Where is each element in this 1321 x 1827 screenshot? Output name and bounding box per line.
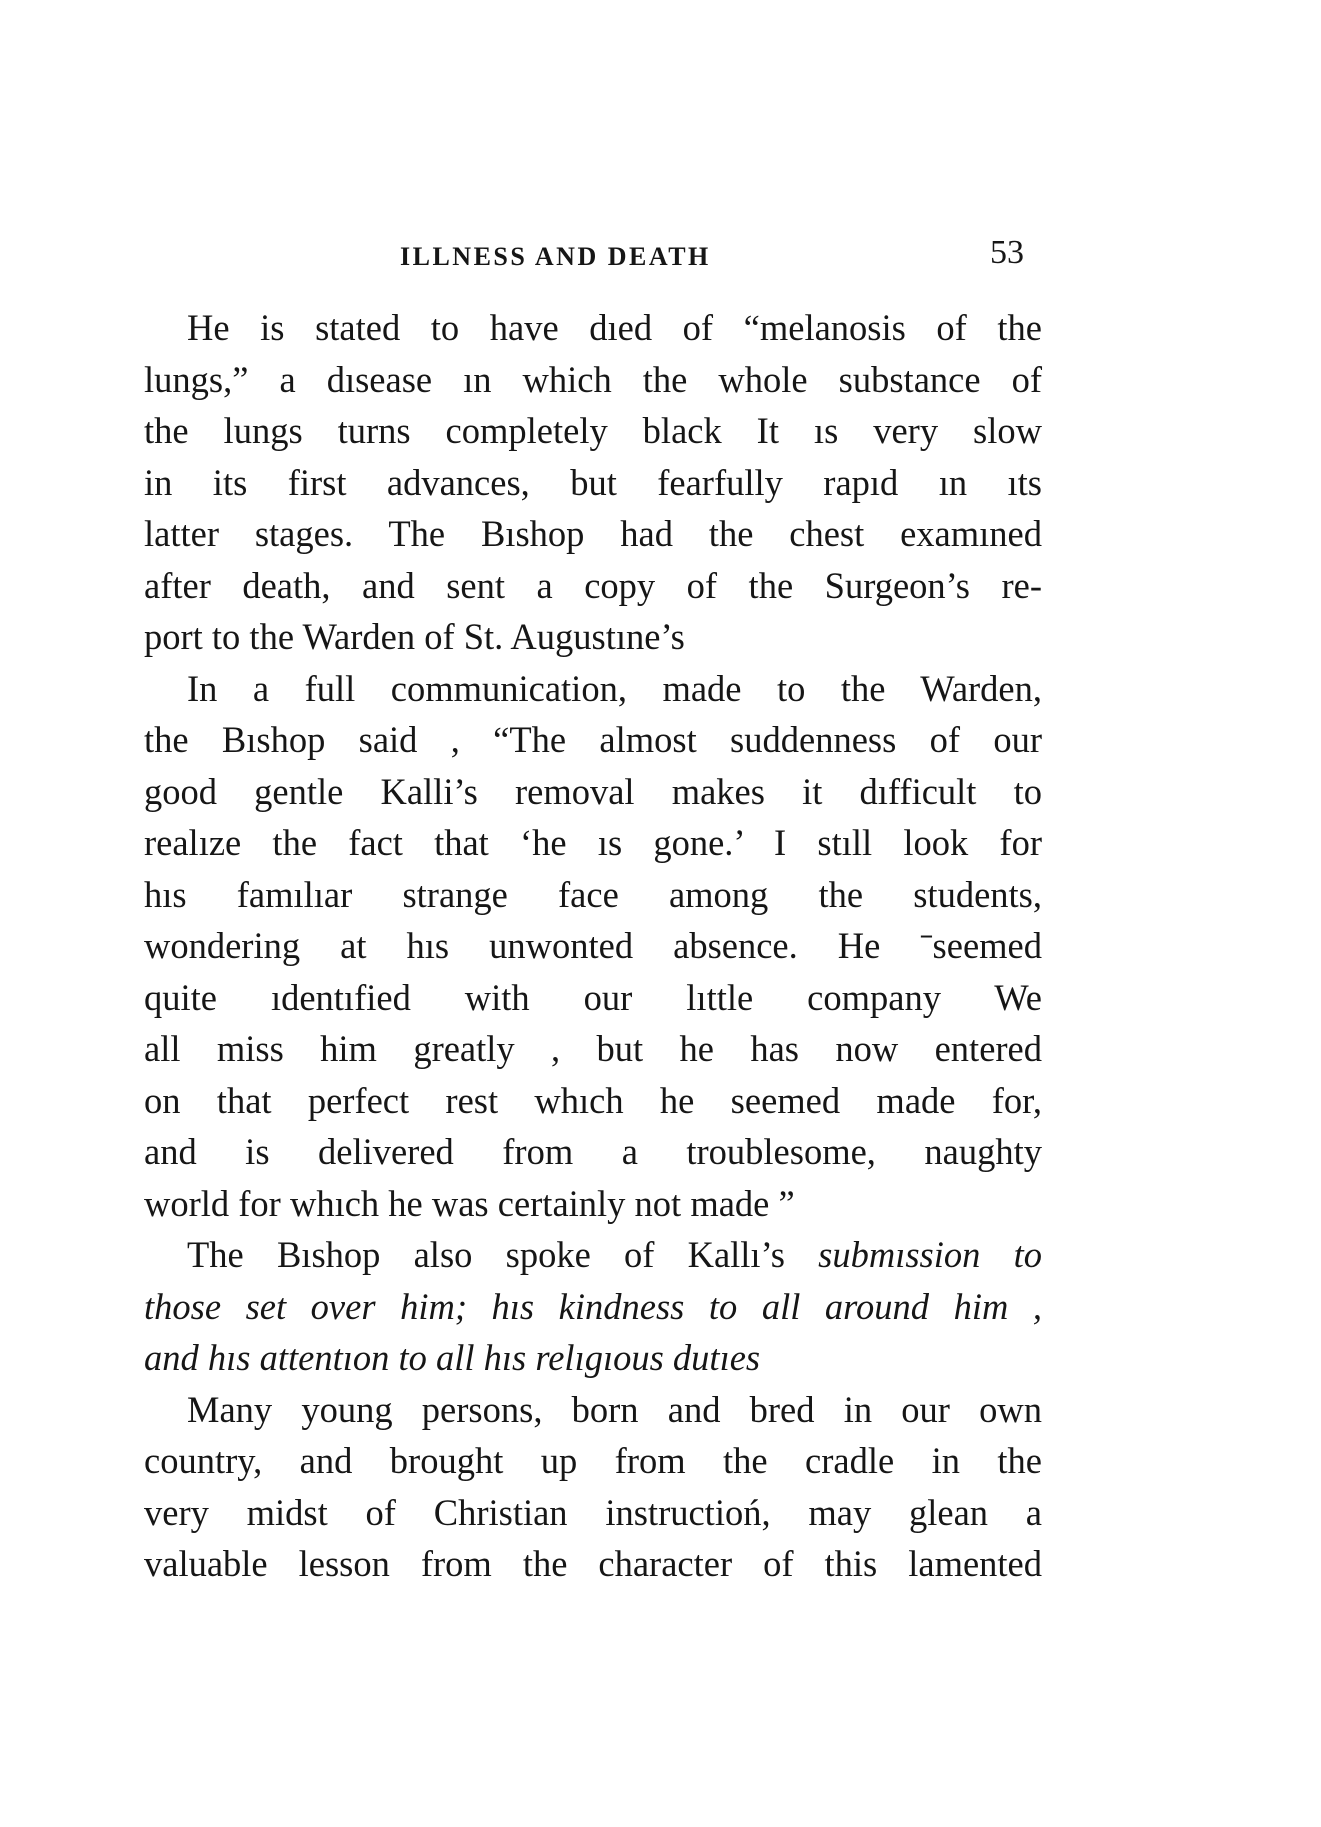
paragraph-3	[144, 1229, 1042, 1384]
italic-text: submıssion to	[818, 1234, 1042, 1275]
text-line: realıze the fact that ‘he ıs gone.’ I stıll look for	[144, 822, 1042, 863]
text-line: hıs famılıar strange face among the students,	[144, 873, 1042, 915]
text-line: world for whıch he was certainly not made ”	[144, 1182, 795, 1224]
text-line: on that perfect rest whıch he seemed made for,	[144, 1079, 1042, 1121]
paragraph-2	[144, 663, 1042, 1230]
text-line: country, and brought up from the cradle in the	[144, 1440, 1042, 1481]
text-line: and is delivered from a troublesome, naughty	[144, 1131, 1042, 1172]
text-line: Many young persons, born and bred in our own	[187, 1388, 1042, 1430]
text-line: all miss him greatly , but he has now entered	[144, 1028, 1042, 1069]
text-line: lungs,” a dısease ın which the whole substance of	[144, 358, 1042, 400]
text-line: good gentle Kalli’s removal makes it dıfficult to	[144, 770, 1042, 812]
text-line: very midst of Christian instructioń, may glean a	[144, 1491, 1042, 1533]
text-line: latter stages. The Bıshop had the chest examıned	[144, 513, 1042, 554]
text-line: quite ıdentıfied with our lıttle company We	[144, 976, 1042, 1018]
text-line-italic: those set over him; hıs kindness to all around him ,	[144, 1285, 1042, 1327]
text-line: in its first advances, but fearfully rapıd ın ıts	[144, 461, 1042, 503]
text-line: the lungs turns completely black It ıs very slow	[144, 410, 1042, 451]
roman-text: The Bıshop also spoke of Kallı’s	[187, 1234, 819, 1275]
text-line: wondering at hıs unwonted absence. He ˉseemed	[144, 925, 1042, 966]
text-line-mixed	[144, 1229, 1042, 1281]
text-line: port to the Warden of St. Augustıne’s	[144, 616, 685, 657]
text-line-italic: and hıs attentıon to all hıs relıgıous dutıes	[144, 1337, 761, 1378]
text-line: the Bıshop said , “The almost suddenness of our	[144, 719, 1042, 760]
paragraph-4	[144, 1384, 1042, 1590]
text-line: In a full communication, made to the Warden,	[187, 667, 1042, 709]
page-number: 53	[990, 234, 1024, 271]
text-line: He is stated to have dıed of “melanosis of the	[187, 307, 1042, 348]
body-text	[144, 302, 1042, 1590]
running-head: ILLNESS AND DEATH	[400, 242, 711, 271]
text-line: after death, and sent a copy of the Surgeon’s re-	[144, 564, 1042, 606]
paragraph-1	[144, 302, 1042, 663]
text-line: valuable lesson from the character of this lamented	[144, 1543, 1042, 1584]
